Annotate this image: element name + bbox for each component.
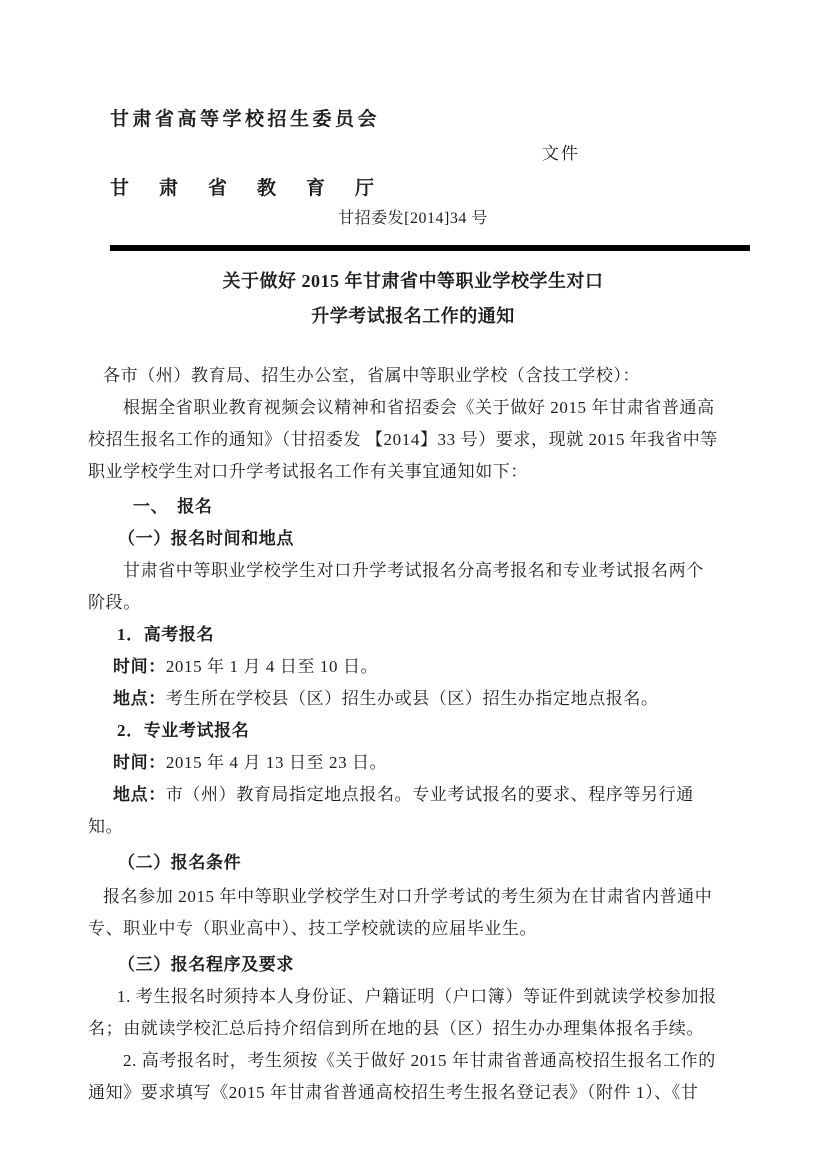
body-line-9: 1．高考报名 xyxy=(117,625,215,644)
body-line-10: 时间：2015 年 1 月 4 日至 10 日。 xyxy=(113,657,379,676)
body-line-3: 校招生报名工作的通知》（甘招委发 【2014】33 号）要求，现就 2015 年我省中等 xyxy=(88,430,718,449)
body-line-2: 根据全省职业教育视频会议精神和省招委会《关于做好 2015 年甘肃省普通高 xyxy=(123,398,715,417)
body-line-12: 2．专业考试报名 xyxy=(117,721,250,740)
body-line-23: 通知》要求填写《2015 年甘肃省普通高校招生考生报名登记表》（附件 1）、《甘 xyxy=(88,1083,699,1102)
body-line-18: 专、职业中专（职业高中）、技工学校就读的应届毕业生。 xyxy=(88,919,538,938)
body-line-15: 知。 xyxy=(88,817,124,836)
document-title-line2: 升学考试报名工作的通知 xyxy=(311,306,515,326)
body-line-7: 甘肃省中等职业学校学生对口升学考试报名分高考报名和专业考试报名两个 xyxy=(123,561,704,580)
body-line-14-label: 地点： xyxy=(113,785,166,804)
document-number: 甘招委发[2014]34 号 xyxy=(338,210,488,227)
body-line-22: 2. 高考报名时，考生须按《关于做好 2015 年甘肃省普通高校招生报名工作的 xyxy=(123,1051,716,1070)
body-line-17: 报名参加 2015 年中等职业学校学生对口升学考试的考生须为在甘肃省内普通中 xyxy=(103,887,713,906)
body-line-11-label: 地点： xyxy=(113,689,166,708)
body-line-13: 时间：2015 年 4 月 13 日至 23 日。 xyxy=(113,753,388,772)
body-line-6: （一）报名时间和地点 xyxy=(118,529,294,548)
body-line-11: 地点：考生所在学校县（区）招生办或县（区）招生办指定地点报名。 xyxy=(113,689,659,708)
body-line-14: 地点：市（州）教育局指定地点报名。专业考试报名的要求、程序等另行通 xyxy=(113,785,694,804)
issuing-org-line1: 甘肃省高等学校招生委员会 xyxy=(110,109,381,130)
issuing-org-line2: 甘肃省教育厅 xyxy=(110,178,405,199)
body-line-19: （三）报名程序及要求 xyxy=(118,955,294,974)
document-title xyxy=(0,264,826,334)
body-line-8: 阶段。 xyxy=(88,593,141,612)
body-line-13-label: 时间： xyxy=(113,753,166,772)
header-divider-rule xyxy=(110,245,750,251)
document-word-label: 文件 xyxy=(542,144,580,163)
document-body xyxy=(88,360,760,1109)
body-line-4: 职业学校学生对口升学考试报名工作有关事宜通知如下： xyxy=(88,462,528,481)
body-line-20: 1. 考生报名时须持本人身份证、户籍证明（户口簿）等证件到就读学校参加报 xyxy=(117,987,717,1006)
body-line-1: 各市（州）教育局、招生办公室，省属中等职业学校（含技工学校）： xyxy=(103,366,641,385)
body-line-16: （二）报名条件 xyxy=(118,853,242,872)
body-line-5: 一、 报名 xyxy=(133,497,213,516)
body-line-10-label: 时间： xyxy=(113,657,166,676)
body-line-21: 名；由就读学校汇总后持介绍信到所在地的县（区）招生办办理集体报名手续。 xyxy=(88,1019,704,1038)
document-title-line1: 关于做好 2015 年甘肃省中等职业学校学生对口 xyxy=(222,271,604,291)
